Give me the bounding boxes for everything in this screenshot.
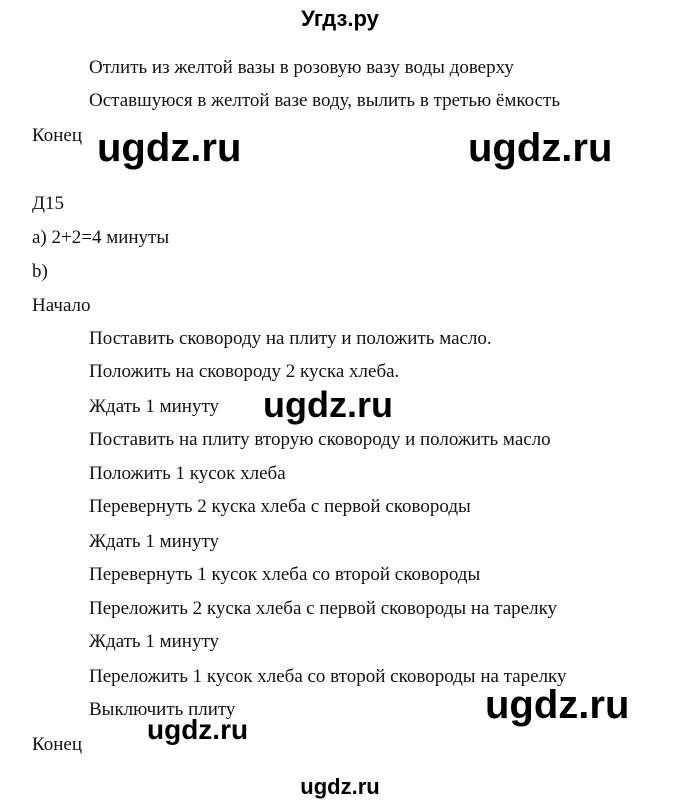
watermark: ugdz.ru (263, 384, 393, 425)
algorithm-step: Положить 1 кусок хлеба (89, 463, 286, 484)
algorithm-step: Перевернуть 1 кусок хлеба со второй сковороды (89, 564, 481, 585)
watermark: ugdz.ru (97, 126, 242, 170)
algorithm-step: Поставить сковороду на плиту и положить масло. (89, 328, 492, 349)
answer-b-label: b) (32, 261, 48, 282)
algorithm-step: Поставить на плиту вторую сковороду и положить масло (89, 429, 551, 450)
algorithm-step: Переложить 2 куска хлеба с первой сковороды на тарелку (89, 598, 558, 619)
task-number: Д15 (32, 193, 64, 214)
watermark: ugdz.ru (485, 683, 630, 727)
algorithm-step: Перевернуть 2 куска хлеба с первой сковороды (89, 496, 471, 517)
start-label: Начало (32, 295, 91, 316)
end-label: Конец (32, 734, 82, 755)
algorithm-step: Ждать 1 минуту (89, 531, 220, 552)
algorithm-step: Положить на сковороду 2 куска хлеба. (89, 361, 400, 382)
algorithm-step: Ждать 1 минуту (89, 396, 220, 417)
site-header: Угдз.ру (301, 6, 379, 31)
text-line: Оставшуюся в желтой вазе воду, вылить в третью ёмкость (89, 90, 561, 111)
algorithm-step: Переложить 1 кусок хлеба со второй сковороды на тарелку (89, 666, 567, 687)
site-footer: ugdz.ru (300, 774, 380, 799)
text-line: Отлить из желтой вазы в розовую вазу воды доверху (89, 57, 514, 78)
algorithm-step: Выключить плиту (89, 699, 236, 720)
watermark: ugdz.ru (147, 714, 249, 745)
end-label: Конец (32, 125, 82, 146)
answer-a: а) 2+2=4 минуты (32, 227, 170, 248)
watermark: ugdz.ru (468, 126, 613, 170)
algorithm-step: Ждать 1 минуту (89, 631, 220, 652)
